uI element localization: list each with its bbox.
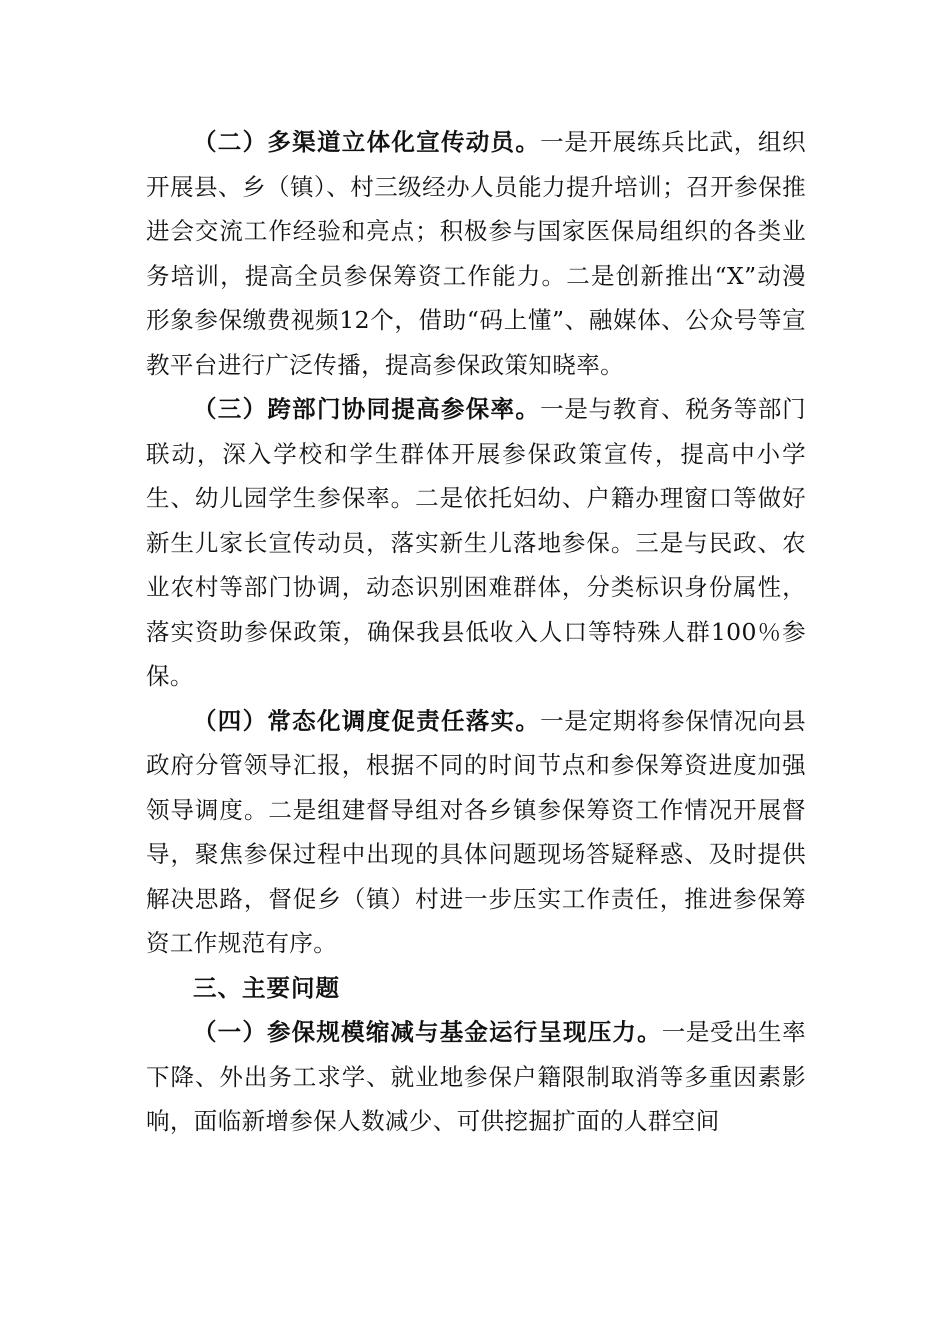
paragraph-lead: （二）多渠道立体化宣传动员。 [193, 128, 541, 156]
paragraph-lead: （一）参保规模缩减与基金运行呈现压力。 [193, 1018, 662, 1046]
paragraph-body: 一是定期将参保情况向县政府分管领导汇报，根据不同的时间节点和参保筹资进度加强领导调度。二是组建督导组对各乡镇参保筹资工作情况开展督导，聚焦参保过程中出现的具体问题现场答疑释惑、及时提供解决思路，督促乡（镇）村进一步压实工作责任，推进参保筹资工作规范有序。 [146, 706, 806, 957]
paragraph-main-problems [146, 1010, 806, 1144]
paragraph-lead: （三）跨部门协同提高参保率。 [193, 395, 541, 423]
paragraph-publicity [146, 120, 806, 387]
section-heading: 三、主要问题 [193, 973, 340, 1002]
paragraph-cross-department [146, 387, 806, 699]
paragraph-body: 一是与教育、税务等部门联动，深入学校和学生群体开展参保政策宣传，提高中小学生、幼儿园学生参保率。二是依托妇幼、户籍办理窗口等做好新生儿家长宣传动员，落实新生儿落地参保。三是与民政、农业农村等部门协调，动态识别困难群体，分类标识身份属性，落实资助参保政策，确保我县低收入人口等特殊人群100％参保。 [146, 395, 806, 690]
paragraph-body: 一是开展练兵比武，组织开展县、乡（镇）、村三级经办人员能力提升培训；召开参保推进会交流工作经验和亮点；积极参与国家医保局组织的各类业务培训，提高全员参保筹资工作能力。二是创新推出“X”动漫形象参保缴费视频12个，借助“码上懂”、融媒体、公众号等宣教平台进行广泛传播，提高参保政策知晓率。 [146, 128, 806, 379]
paragraph-scheduling [146, 699, 806, 966]
document-page [146, 120, 806, 1144]
paragraph-lead: （四）常态化调度促责任落实。 [193, 706, 541, 735]
paragraph-body: 一是受出生率下降、外出务工求学、就业地参保户籍限制取消等多重因素影响，面临新增参保人数减少、可供挖掘扩面的人群空间 [146, 1018, 807, 1135]
